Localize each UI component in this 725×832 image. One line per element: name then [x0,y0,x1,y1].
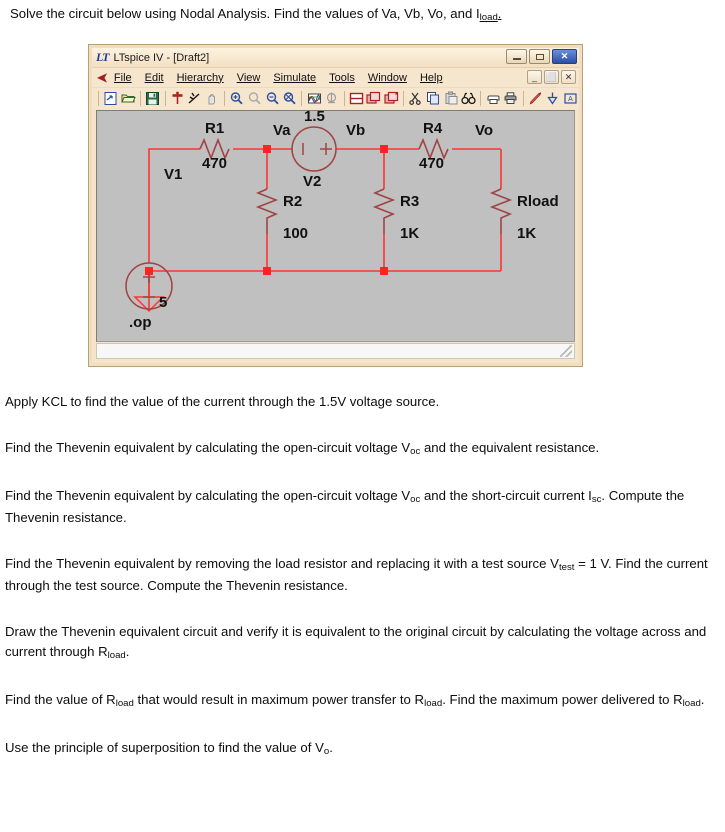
question-q7 [0,738,725,760]
toolbar-separator [140,91,141,106]
mdi-restore-button[interactable] [544,70,559,84]
text-run: Find the Thevenin equivalent by calculating the open-circuit voltage V [5,440,411,455]
toolbar-separator [523,91,524,106]
toolbar[interactable] [92,87,579,109]
text-subscript: sc [591,494,602,505]
menu-item-window[interactable]: Window [367,71,407,84]
label-op-directive: .op [129,314,152,331]
text-run: Apply KCL to find the value of the current through the 1.5V voltage source. [5,394,440,409]
question-q2 [0,438,725,460]
toolbar-separator [224,91,225,106]
mdi-minimize-icon: _ [531,72,537,82]
questions-list [0,392,725,760]
cut-icon[interactable] [408,90,424,107]
label-r2-ref: R2 [283,193,303,210]
toolbar-separator [301,91,302,106]
text-run: . Compute the Thevenin resistance. [5,488,685,525]
question-q3 [0,486,725,528]
label-rload-ref: Rload [517,193,559,210]
run-simulation-icon[interactable] [170,90,186,107]
menu-item-help[interactable]: Help [419,71,443,84]
zoom-full-extents-icon[interactable] [282,90,298,107]
text-run: Draw the Thevenin equivalent circuit and verify it is equivalent to the original circuit by calculating the voltage across and current through R [5,624,707,659]
text-subscript: load [115,698,134,709]
text-subscript: oc [410,446,421,457]
menu-item-simulate[interactable]: Simulate [273,71,317,84]
component-r2[interactable] [258,189,276,234]
label-v2-value: 1.5 [304,111,325,125]
menu-bar[interactable] [92,67,579,87]
schematic-canvas[interactable] [96,110,575,342]
paste-icon[interactable] [443,90,459,107]
lead-instruction [5,4,717,26]
text-run: . [329,740,333,755]
minimize-button[interactable] [506,49,527,64]
label-node-vb: Vb [346,122,366,139]
label-r2-value: 100 [283,225,309,242]
text-run: that would result in maximum power transfer to R [133,692,425,707]
text-subscript: load [424,698,443,709]
move-icon[interactable] [366,90,382,107]
window-title: LTspice IV - [Draft2] [113,51,210,64]
maximize-button[interactable] [529,49,550,64]
text-run: . [700,692,705,707]
lead-text-part1: Solve the circuit below using Nodal Analysis. Find the values of Va, Vb, Vo, and I [10,6,480,21]
text-run: . Find the maximum power delivered to R [442,692,683,707]
pan-hand-icon[interactable] [205,90,221,107]
app-control-icon[interactable]: ➤ [97,69,108,85]
minimize-icon [513,58,521,60]
text-run: Find the Thevenin equivalent by removing the load resistor and replacing it with a test source V [5,556,559,571]
text-run: = 1 V. Find the current through the test source. Compute the Thevenin resistance. [5,556,708,593]
label-r1-ref: R1 [205,120,225,137]
menu-item-hierarchy[interactable]: Hierarchy [176,71,224,84]
print-icon[interactable] [503,90,519,107]
text-run: and the short-circuit current I [420,488,592,503]
halt-simulation-icon[interactable] [187,90,203,107]
copy-icon[interactable] [426,90,442,107]
text-run: Use the principle of superposition to find the value of V [5,740,324,755]
ltspice-logo-icon: LT [96,50,109,64]
text-subscript: load [682,698,701,709]
waveform-icon[interactable] [306,90,322,107]
schematic-labels [129,111,559,331]
mdi-child-controls [527,70,576,84]
label-r3-value: 1K [400,225,420,242]
toolbar-separator [480,91,481,106]
maximize-icon [536,54,544,60]
text-run: Find the Thevenin equivalent by calculating the open-circuit voltage V [5,488,411,503]
component-rload[interactable] [492,189,510,234]
lead-text-part2: . [497,6,502,21]
new-schematic-icon[interactable] [103,90,119,107]
title-bar[interactable] [92,48,579,67]
print-preview-icon[interactable] [485,90,501,107]
text-subscript: oc [410,494,421,505]
lead-paragraph [5,4,717,26]
menu-item-edit[interactable]: Edit [144,71,164,84]
text-subscript: o [323,746,330,757]
text-subscript: test [558,562,575,573]
label-r4-ref: R4 [423,120,443,137]
close-button[interactable] [552,49,577,64]
text-subscript: load [107,650,126,661]
mdi-close-button[interactable] [561,70,576,84]
label-v1-ref: V1 [164,166,183,183]
zoom-in-icon[interactable] [229,90,245,107]
toolbar-separator [98,91,99,106]
svg-text:A: A [568,96,573,103]
question-q4 [0,554,725,596]
question-q6 [0,690,725,712]
text-run: Find the value of R [5,692,116,707]
label-node-va: Va [273,122,291,139]
resize-grip-icon[interactable] [560,345,572,357]
mdi-minimize-button[interactable] [527,70,542,84]
status-bar [96,343,575,359]
toolbar-separator [403,91,404,106]
save-file-icon[interactable] [145,90,161,107]
find-icon[interactable] [461,90,477,107]
toolbar-separator [165,91,166,106]
text-run: and the equivalent resistance. [420,440,600,455]
spice-netlist-icon[interactable] [324,90,340,107]
question-q1 [0,392,725,412]
ground-icon[interactable] [545,90,561,107]
lead-subscript: load [479,12,498,23]
circuit-diagram [97,111,574,341]
window-controls [506,49,577,64]
component-icon[interactable] [348,90,364,107]
menu-item-view[interactable]: View [236,71,261,84]
label-net-icon[interactable] [563,90,579,107]
label-v1-value: 5 [159,294,168,311]
ltspice-window-inner [92,48,579,363]
toolbar-separator [344,91,345,106]
open-file-icon[interactable] [121,90,137,107]
zoom-out-icon[interactable] [264,90,280,107]
text-run: . [125,644,130,659]
mdi-close-icon: ✕ [564,71,573,82]
menu-item-tools[interactable]: Tools [329,71,355,84]
label-rload-value: 1K [517,225,537,242]
component-r3[interactable] [375,189,393,234]
drag-icon[interactable] [384,90,400,107]
draw-wire-icon[interactable] [527,90,543,107]
wires [149,149,501,309]
label-r3-ref: R3 [400,193,420,210]
component-v2[interactable] [292,127,336,171]
ltspice-window[interactable] [88,44,583,367]
label-v2-ref: V2 [303,173,322,190]
label-r4-value: 470 [419,155,445,172]
close-icon: ✕ [560,51,569,61]
question-q5 [0,622,725,664]
menu-item-file[interactable]: File [113,71,132,84]
label-node-vo: Vo [475,122,494,139]
zoom-area-icon[interactable] [247,90,263,107]
mdi-restore-icon: ⬜ [545,71,558,82]
label-r1-value: 470 [202,155,228,172]
